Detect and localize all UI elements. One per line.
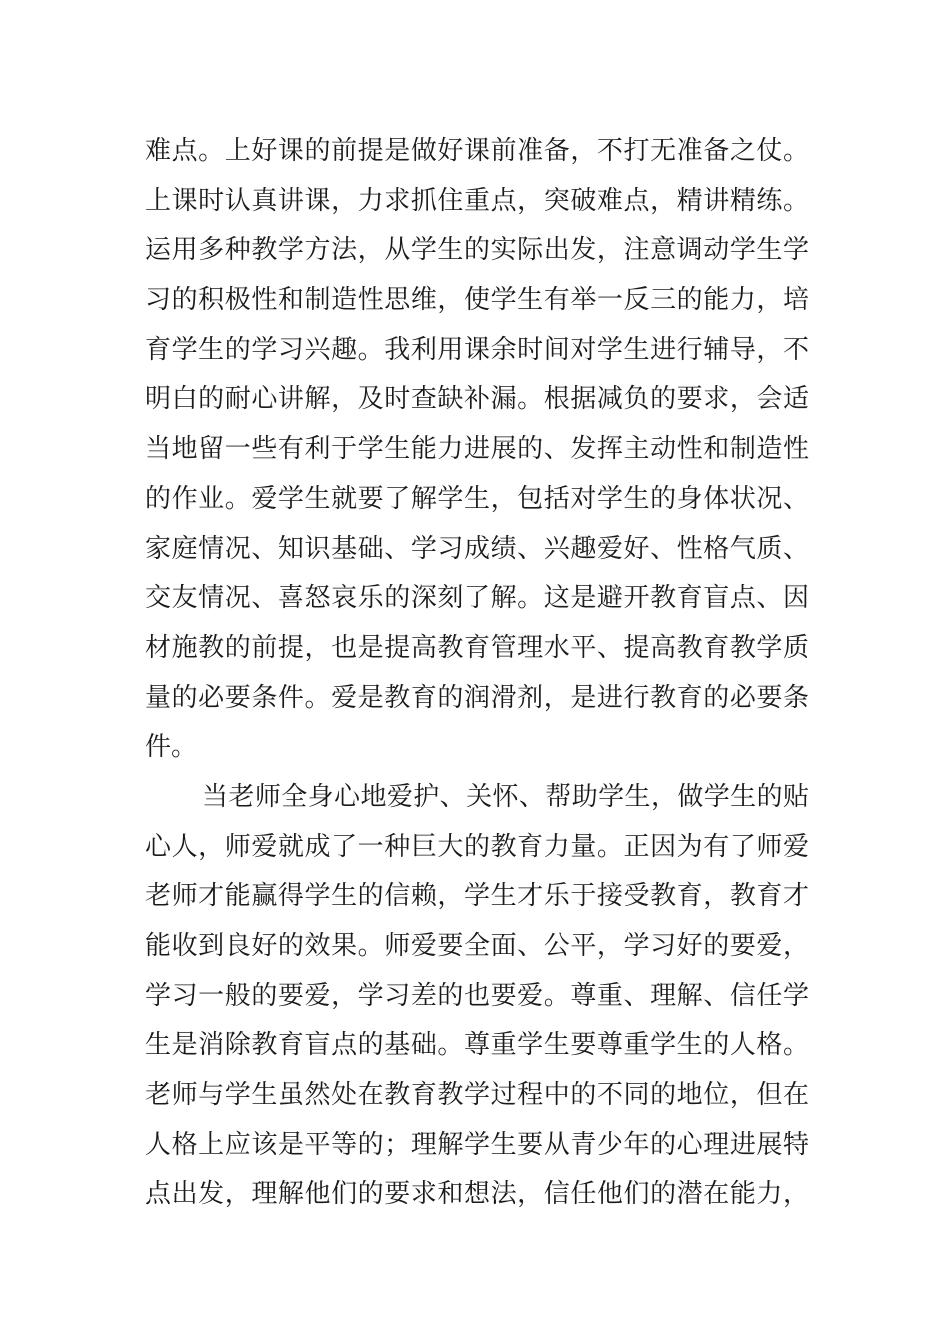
- text-line: 当地留一些有利于学生能力进展的、发挥主动性和制造性: [145, 434, 809, 465]
- text-line: 习的积极性和制造性思维，使学生有举一反三的能力，培: [145, 285, 809, 316]
- text-line: 的作业。爱学生就要了解学生，包括对学生的身体状况、: [145, 483, 809, 514]
- text-line: 交友情况、喜怒哀乐的深刻了解。这是避开教育盲点、因: [145, 583, 809, 614]
- text-line: 当老师全身心地爱护、关怀、帮助学生，做学生的贴: [202, 781, 809, 812]
- text-line: 家庭情况、知识基础、学习成绩、兴趣爱好、性格气质、: [145, 533, 809, 564]
- text-line: 老师才能赢得学生的信赖，学生才乐于接受教育，教育才: [145, 881, 809, 912]
- text-line: 学习一般的要爱，学习差的也要爱。尊重、理解、信任学: [145, 980, 809, 1011]
- text-line: 心人，师爱就成了一种巨大的教育力量。正因为有了师爱: [145, 831, 809, 862]
- text-line: 生是消除教育盲点的基础。尊重学生要尊重学生的人格。: [145, 1030, 809, 1061]
- text-line: 上课时认真讲课，力求抓住重点，突破难点，精讲精练。: [145, 185, 809, 216]
- text-line: 明白的耐心讲解，及时查缺补漏。根据减负的要求，会适: [145, 384, 809, 415]
- text-line: 运用多种教学方法，从学生的实际出发，注意调动学生学: [145, 235, 809, 266]
- text-line: 件。: [145, 732, 198, 763]
- text-line: 育学生的学习兴趣。我利用课余时间对学生进行辅导，不: [145, 334, 809, 365]
- paragraph-2: [145, 773, 809, 1220]
- text-line: 难点。上好课的前提是做好课前准备，不打无准备之仗。: [145, 136, 809, 166]
- text-line: 材施教的前提，也是提高教育管理水平、提高教育教学质: [145, 632, 809, 663]
- text-line: 人格上应该是平等的；理解学生要从青少年的心理进展特: [145, 1129, 809, 1160]
- text-line: 老师与学生虽然处在教育教学过程中的不同的地位，但在: [145, 1080, 809, 1111]
- text-line: 能收到良好的效果。师爱要全面、公平，学习好的要爱，: [145, 931, 809, 961]
- text-line: 点出发，理解他们的要求和想法，信任他们的潜在能力，: [145, 1179, 809, 1210]
- body-text: [145, 127, 809, 1220]
- text-line: 量的必要条件。爱是教育的润滑剂，是进行教育的必要条: [145, 682, 809, 713]
- paragraph-1: [145, 127, 809, 773]
